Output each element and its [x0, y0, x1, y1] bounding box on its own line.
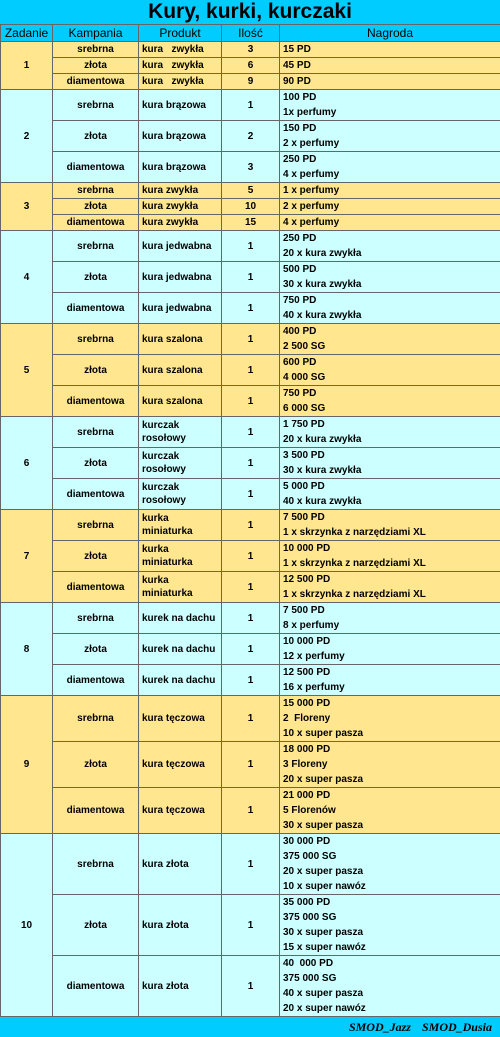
reward-cell — [280, 74, 500, 90]
quantity-cell: 1 — [222, 386, 280, 417]
campaign-cell: srebrna — [53, 603, 139, 634]
product-cell: kura szalona — [139, 386, 222, 417]
table-row — [1, 417, 500, 448]
reward-line: 30 x kura zwykła — [283, 279, 362, 290]
reward-line: 10 x super pasza — [283, 728, 364, 739]
header-zadanie: Zadanie — [1, 25, 53, 42]
reward-line: 5 Florenów — [283, 805, 336, 816]
footer-author-jazz: SMOD_Jazz — [348, 1020, 411, 1034]
reward-line: 1 x skrzynka z narzędziami XL — [283, 527, 426, 538]
reward-cell — [280, 262, 500, 293]
campaign-cell: srebrna — [53, 696, 139, 742]
quantity-cell: 1 — [222, 355, 280, 386]
table-row — [1, 788, 500, 834]
reward-line: 30 000 PD — [283, 836, 331, 847]
table-row — [1, 386, 500, 417]
quantity-cell: 1 — [222, 231, 280, 262]
reward-cell — [280, 417, 500, 448]
quantity-cell: 1 — [222, 956, 280, 1017]
campaign-cell: srebrna — [53, 324, 139, 355]
reward-line: 3 Floreny — [283, 759, 328, 770]
reward-cell — [280, 541, 500, 572]
reward-cell — [280, 199, 500, 215]
campaign-cell: srebrna — [53, 510, 139, 541]
reward-cell — [280, 834, 500, 895]
campaign-cell: diamentowa — [53, 665, 139, 696]
reward-line: 2 x perfumy — [283, 138, 340, 149]
reward-cell — [280, 324, 500, 355]
header-ilosc: Ilość — [222, 25, 280, 42]
campaign-cell: złota — [53, 895, 139, 956]
campaign-cell: diamentowa — [53, 956, 139, 1017]
task-number: 2 — [1, 90, 53, 183]
quantity-cell: 1 — [222, 448, 280, 479]
quantity-cell: 1 — [222, 510, 280, 541]
product-cell: kurka miniaturka — [139, 541, 222, 572]
reward-line: 10 000 PD — [283, 543, 331, 554]
product-cell: kura brązowa — [139, 152, 222, 183]
product-cell: kura tęczowa — [139, 742, 222, 788]
quantity-cell: 1 — [222, 665, 280, 696]
quantity-cell: 1 — [222, 479, 280, 510]
campaign-cell: złota — [53, 262, 139, 293]
table-row — [1, 74, 500, 90]
quantity-cell: 1 — [222, 324, 280, 355]
reward-cell — [280, 956, 500, 1017]
reward-line: 1x perfumy — [283, 107, 337, 118]
campaign-cell: złota — [53, 634, 139, 665]
quantity-cell: 3 — [222, 152, 280, 183]
campaign-cell: złota — [53, 448, 139, 479]
campaign-cell: złota — [53, 355, 139, 386]
task-number: 6 — [1, 417, 53, 510]
reward-cell — [280, 696, 500, 742]
reward-line: 4 000 SG — [283, 372, 326, 383]
reward-line: 20 x super pasza — [283, 866, 364, 877]
task-number: 4 — [1, 231, 53, 324]
table-row — [1, 956, 500, 1017]
quantity-cell: 1 — [222, 293, 280, 324]
reward-line: 1 x skrzynka z narzędziami XL — [283, 558, 426, 569]
reward-cell — [280, 479, 500, 510]
reward-line: 6 000 SG — [283, 403, 326, 414]
table-row — [1, 541, 500, 572]
campaign-cell: srebrna — [53, 90, 139, 121]
footer-bar — [0, 1017, 500, 1037]
product-cell: kura złota — [139, 895, 222, 956]
quantity-cell: 15 — [222, 215, 280, 231]
reward-cell — [280, 895, 500, 956]
product-cell: kurek na dachu — [139, 603, 222, 634]
reward-line: 20 x kura zwykła — [283, 248, 362, 259]
quantity-cell: 1 — [222, 742, 280, 788]
header-row — [1, 25, 500, 42]
reward-line: 21 000 PD — [283, 790, 331, 801]
header-nagroda: Nagroda — [280, 25, 500, 42]
reward-cell — [280, 231, 500, 262]
product-cell: kurczak rosołowy — [139, 479, 222, 510]
reward-line: 10 000 PD — [283, 636, 331, 647]
reward-line: 30 x kura zwykła — [283, 465, 362, 476]
table-row — [1, 262, 500, 293]
header-kampania: Kampania — [53, 25, 139, 42]
table-row — [1, 293, 500, 324]
table-body — [1, 42, 500, 1017]
product-cell: kura brązowa — [139, 121, 222, 152]
reward-line: 16 x perfumy — [283, 682, 345, 693]
table-row — [1, 324, 500, 355]
reward-line: 150 PD — [283, 123, 317, 134]
campaign-cell: diamentowa — [53, 386, 139, 417]
reward-line: 40 x kura zwykła — [283, 310, 362, 321]
reward-cell — [280, 788, 500, 834]
reward-line: 4 x perfumy — [283, 217, 340, 228]
campaign-cell: diamentowa — [53, 479, 139, 510]
reward-line: 15 PD — [283, 44, 311, 55]
page-title: Kury, kurki, kurczaki — [0, 0, 500, 24]
reward-line: 20 x super nawóz — [283, 1003, 366, 1014]
reward-line: 7 500 PD — [283, 512, 325, 523]
product-cell: kurczak rosołowy — [139, 448, 222, 479]
reward-cell — [280, 572, 500, 603]
task-number: 8 — [1, 603, 53, 696]
reward-line: 750 PD — [283, 388, 317, 399]
reward-line: 5 000 PD — [283, 481, 325, 492]
reward-line: 8 x perfumy — [283, 620, 340, 631]
table-row — [1, 665, 500, 696]
table-row — [1, 634, 500, 665]
reward-line: 2 500 SG — [283, 341, 326, 352]
table-row — [1, 215, 500, 231]
reward-line: 12 500 PD — [283, 574, 331, 585]
table-row — [1, 572, 500, 603]
reward-line: 375 000 SG — [283, 912, 337, 923]
quantity-cell: 5 — [222, 183, 280, 199]
reward-line: 20 x kura zwykła — [283, 434, 362, 445]
product-cell: kura zwykła — [139, 183, 222, 199]
reward-line: 7 500 PD — [283, 605, 325, 616]
product-cell: kura zwykła — [139, 42, 222, 58]
reward-line: 4 x perfumy — [283, 169, 340, 180]
campaign-cell: złota — [53, 199, 139, 215]
product-cell: kurka miniaturka — [139, 572, 222, 603]
product-cell: kurka miniaturka — [139, 510, 222, 541]
quantity-cell: 1 — [222, 834, 280, 895]
product-cell: kura złota — [139, 956, 222, 1017]
product-cell: kurczak rosołowy — [139, 417, 222, 448]
campaign-cell: diamentowa — [53, 572, 139, 603]
reward-cell — [280, 215, 500, 231]
table-row — [1, 90, 500, 121]
reward-cell — [280, 742, 500, 788]
reward-line: 2 Floreny — [283, 713, 331, 724]
table-row — [1, 742, 500, 788]
product-cell: kurek na dachu — [139, 665, 222, 696]
table-row — [1, 603, 500, 634]
quantity-cell: 3 — [222, 42, 280, 58]
campaign-cell: złota — [53, 121, 139, 152]
product-cell: kura zwykła — [139, 74, 222, 90]
reward-line: 12 x perfumy — [283, 651, 345, 662]
reward-line: 12 500 PD — [283, 667, 331, 678]
task-number: 7 — [1, 510, 53, 603]
quantity-cell: 9 — [222, 74, 280, 90]
campaign-cell: diamentowa — [53, 788, 139, 834]
reward-line: 1 x skrzynka z narzędziami XL — [283, 589, 426, 600]
campaign-cell: diamentowa — [53, 152, 139, 183]
reward-line: 600 PD — [283, 357, 317, 368]
reward-line: 250 PD — [283, 154, 317, 165]
table-row — [1, 479, 500, 510]
reward-cell — [280, 152, 500, 183]
footer-author-dusia: SMOD_Dusia — [421, 1020, 492, 1034]
campaign-cell: złota — [53, 541, 139, 572]
reward-line: 40 x kura zwykła — [283, 496, 362, 507]
quantity-cell: 6 — [222, 58, 280, 74]
reward-cell — [280, 634, 500, 665]
reward-cell — [280, 42, 500, 58]
quantity-cell: 1 — [222, 572, 280, 603]
reward-line: 45 PD — [283, 60, 311, 71]
reward-line: 3 500 PD — [283, 450, 325, 461]
task-number: 9 — [1, 696, 53, 834]
table-row — [1, 510, 500, 541]
reward-line: 15 x super nawóz — [283, 942, 366, 953]
quantity-cell: 1 — [222, 541, 280, 572]
header-produkt: Produkt — [139, 25, 222, 42]
table-row — [1, 58, 500, 74]
reward-cell — [280, 58, 500, 74]
task-number: 5 — [1, 324, 53, 417]
reward-line: 40 000 PD — [283, 958, 334, 969]
task-number: 3 — [1, 183, 53, 231]
product-cell: kura tęczowa — [139, 788, 222, 834]
reward-line: 20 x super pasza — [283, 774, 364, 785]
reward-cell — [280, 293, 500, 324]
product-cell: kura brązowa — [139, 90, 222, 121]
task-number: 10 — [1, 834, 53, 1017]
table-row — [1, 448, 500, 479]
reward-line: 750 PD — [283, 295, 317, 306]
product-cell: kura zwykła — [139, 215, 222, 231]
product-cell: kura zwykła — [139, 58, 222, 74]
reward-line: 30 x super pasza — [283, 820, 364, 831]
product-cell: kura szalona — [139, 355, 222, 386]
reward-line: 250 PD — [283, 233, 317, 244]
table-row — [1, 152, 500, 183]
quantity-cell: 2 — [222, 121, 280, 152]
table-row — [1, 42, 500, 58]
reward-line: 40 x super pasza — [283, 988, 364, 999]
product-cell: kura jedwabna — [139, 231, 222, 262]
reward-cell — [280, 665, 500, 696]
reward-line: 1 750 PD — [283, 419, 325, 430]
reward-line: 500 PD — [283, 264, 317, 275]
reward-line: 375 000 SG — [283, 851, 337, 862]
campaign-cell: srebrna — [53, 834, 139, 895]
reward-cell — [280, 448, 500, 479]
product-cell: kura jedwabna — [139, 262, 222, 293]
reward-cell — [280, 603, 500, 634]
reward-line: 400 PD — [283, 326, 317, 337]
reward-line: 35 000 PD — [283, 897, 331, 908]
product-cell: kura szalona — [139, 324, 222, 355]
table-row — [1, 121, 500, 152]
campaign-cell: diamentowa — [53, 74, 139, 90]
reward-cell — [280, 90, 500, 121]
reward-cell — [280, 121, 500, 152]
product-cell: kura tęczowa — [139, 696, 222, 742]
reward-line: 10 x super nawóz — [283, 881, 366, 892]
table-row — [1, 183, 500, 199]
reward-line: 18 000 PD — [283, 744, 331, 755]
campaign-cell: diamentowa — [53, 215, 139, 231]
product-cell: kurek na dachu — [139, 634, 222, 665]
quantity-cell: 10 — [222, 199, 280, 215]
quantity-cell: 1 — [222, 634, 280, 665]
reward-cell — [280, 510, 500, 541]
campaign-cell: srebrna — [53, 42, 139, 58]
table-row — [1, 199, 500, 215]
task-number: 1 — [1, 42, 53, 90]
table-row — [1, 895, 500, 956]
quantity-cell: 1 — [222, 895, 280, 956]
reward-line: 90 PD — [283, 76, 311, 87]
quantity-cell: 1 — [222, 417, 280, 448]
reward-cell — [280, 183, 500, 199]
reward-line: 15 000 PD — [283, 698, 331, 709]
quantity-cell: 1 — [222, 603, 280, 634]
table-row — [1, 696, 500, 742]
quantity-cell: 1 — [222, 262, 280, 293]
campaign-cell: diamentowa — [53, 293, 139, 324]
table-row — [1, 231, 500, 262]
product-cell: kura zwykła — [139, 199, 222, 215]
campaign-cell: srebrna — [53, 417, 139, 448]
campaign-cell: srebrna — [53, 231, 139, 262]
campaign-cell: złota — [53, 742, 139, 788]
table-row — [1, 355, 500, 386]
quantity-cell: 1 — [222, 788, 280, 834]
product-cell: kura złota — [139, 834, 222, 895]
reward-line: 1 x perfumy — [283, 185, 340, 196]
reward-line: 30 x super pasza — [283, 927, 364, 938]
reward-cell — [280, 386, 500, 417]
product-cell: kura jedwabna — [139, 293, 222, 324]
quantity-cell: 1 — [222, 90, 280, 121]
reward-line: 375 000 SG — [283, 973, 337, 984]
campaign-cell: złota — [53, 58, 139, 74]
quest-table — [0, 24, 500, 1017]
reward-cell — [280, 355, 500, 386]
quantity-cell: 1 — [222, 696, 280, 742]
reward-line: 2 x perfumy — [283, 201, 340, 212]
reward-line: 100 PD — [283, 92, 317, 103]
campaign-cell: srebrna — [53, 183, 139, 199]
table-row — [1, 834, 500, 895]
